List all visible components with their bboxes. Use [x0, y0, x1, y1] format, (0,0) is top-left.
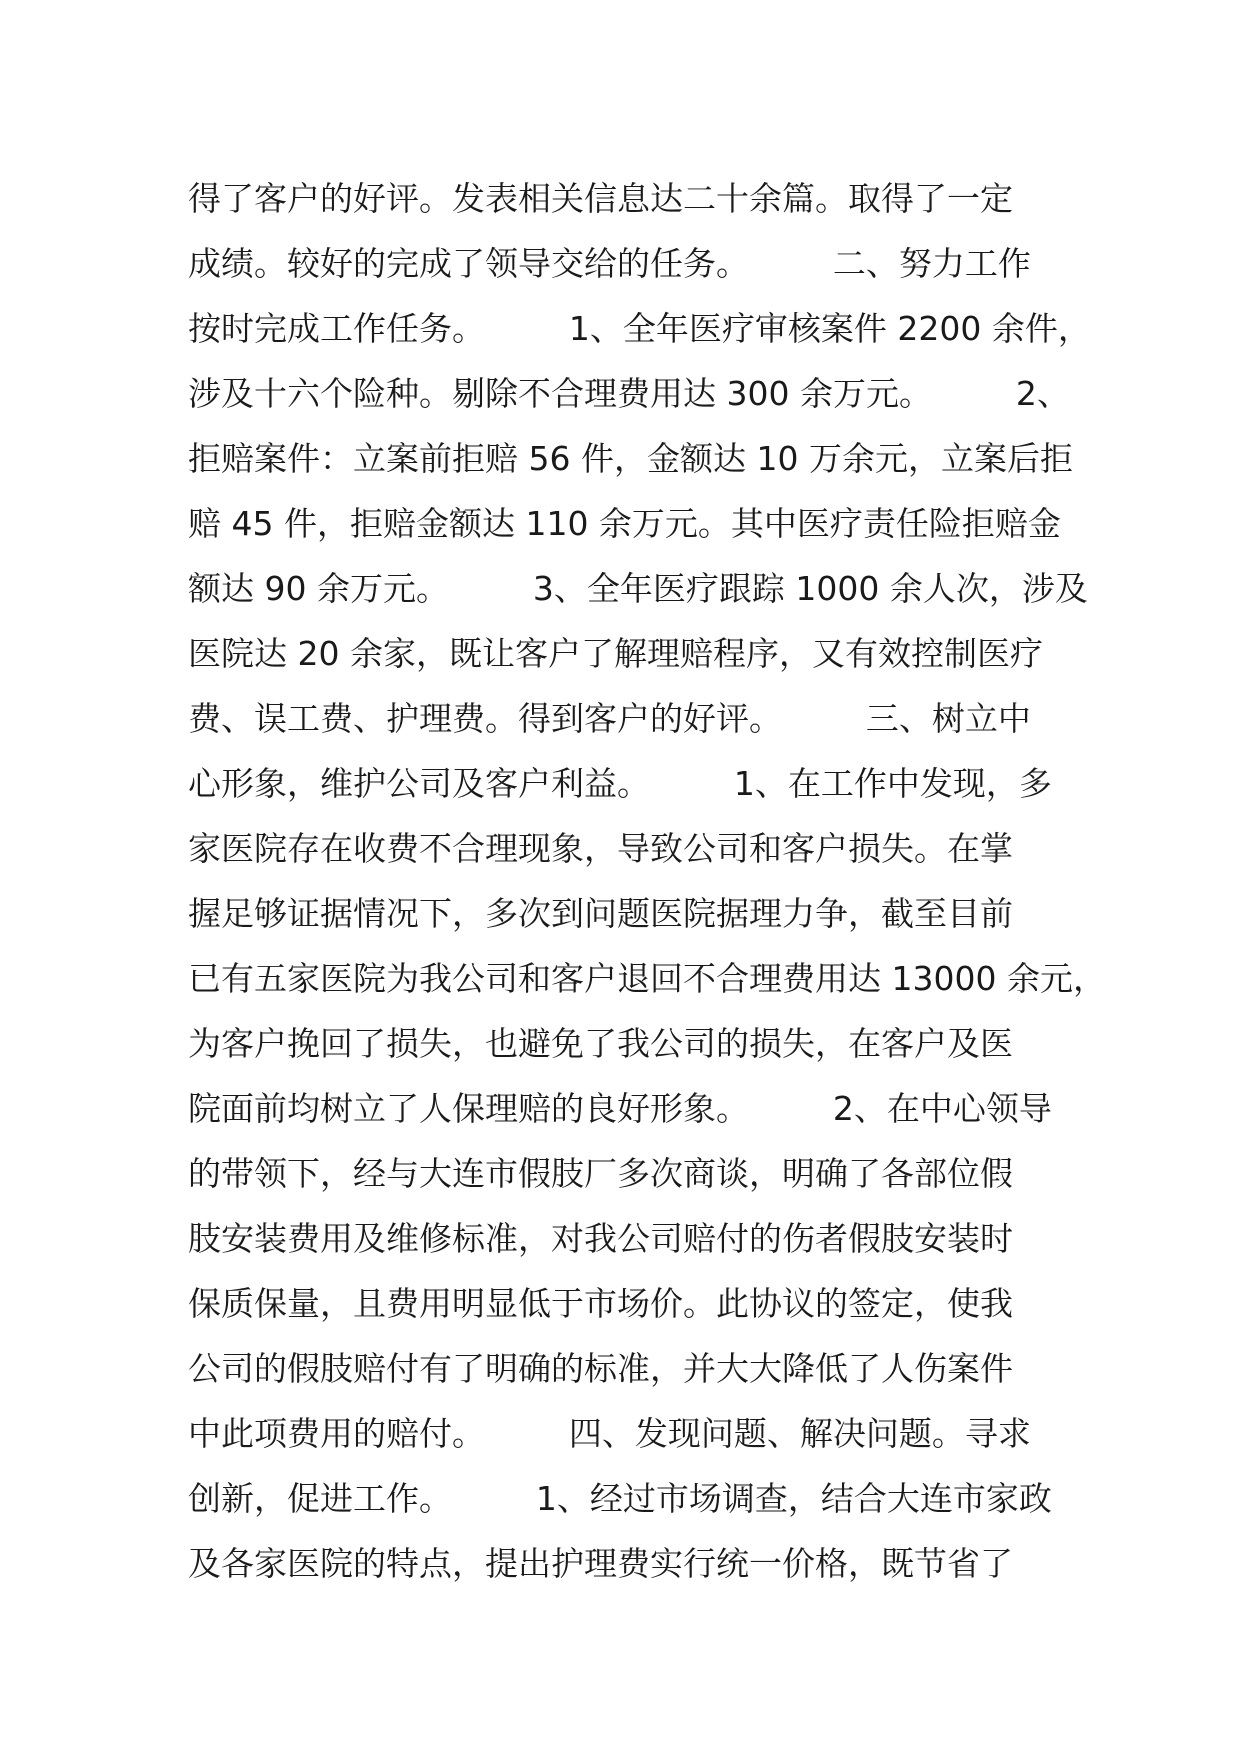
- text-line: 肢安装费用及维修标准，对我公司赔付的伤者假肢安装时: [188, 1219, 1013, 1258]
- text-line: 公司的假肢赔付有了明确的标准，并大大降低了人伤案件: [188, 1349, 1013, 1388]
- text-line: 已有五家医院为我公司和客户退回不合理费用达 13000 余元，: [188, 959, 1106, 998]
- text-line: 拒赔案件：立案前拒赔 56 件，金额达 10 万余元，立案后拒: [188, 439, 1073, 478]
- text-line: 及各家医院的特点，提出护理费实行统一价格，既节省了: [188, 1544, 1013, 1583]
- text-line: 保质保量，且费用明显低于市场价。此协议的签定，使我: [188, 1284, 1013, 1323]
- text-line: 涉及十六个险种。剔除不合理费用达 300 余万元。 2、: [188, 374, 1070, 413]
- text-line: 握足够证据情况下，多次到问题医院据理力争，截至目前: [188, 894, 1013, 933]
- text-line: 成绩。较好的完成了领导交给的任务。 二、努力工作: [188, 244, 1031, 283]
- text-line: 费、误工费、护理费。得到客户的好评。 三、树立中: [188, 699, 1031, 738]
- text-line: 院面前均树立了人保理赔的良好形象。 2、在中心领导: [188, 1089, 1052, 1128]
- body-text: [188, 166, 1106, 1596]
- text-line: 心形象，维护公司及客户利益。 1、在工作中发现，多: [188, 764, 1052, 803]
- text-line: 家医院存在收费不合理现象，导致公司和客户损失。在掌: [188, 829, 1013, 868]
- text-line: 额达 90 余万元。 3、全年医疗跟踪 1000 余人次，涉及: [188, 569, 1088, 608]
- text-line: 医院达 20 余家，既让客户了解理赔程序，又有效控制医疗: [188, 634, 1043, 673]
- text-line: 赔 45 件，拒赔金额达 110 余万元。其中医疗责任险拒赔金: [188, 504, 1061, 543]
- text-line: 按时完成工作任务。 1、全年医疗审核案件 2200 余件，: [188, 309, 1091, 348]
- text-line: 创新，促进工作。 1、经过市场调查，结合大连市家政: [188, 1479, 1052, 1518]
- text-line: 得了客户的好评。发表相关信息达二十余篇。取得了一定: [188, 179, 1013, 218]
- text-line: 中此项费用的赔付。 四、发现问题、解决问题。寻求: [188, 1414, 1031, 1453]
- text-line: 的带领下，经与大连市假肢厂多次商谈，明确了各部位假: [188, 1154, 1013, 1193]
- text-line: 为客户挽回了损失，也避免了我公司的损失，在客户及医: [188, 1024, 1013, 1063]
